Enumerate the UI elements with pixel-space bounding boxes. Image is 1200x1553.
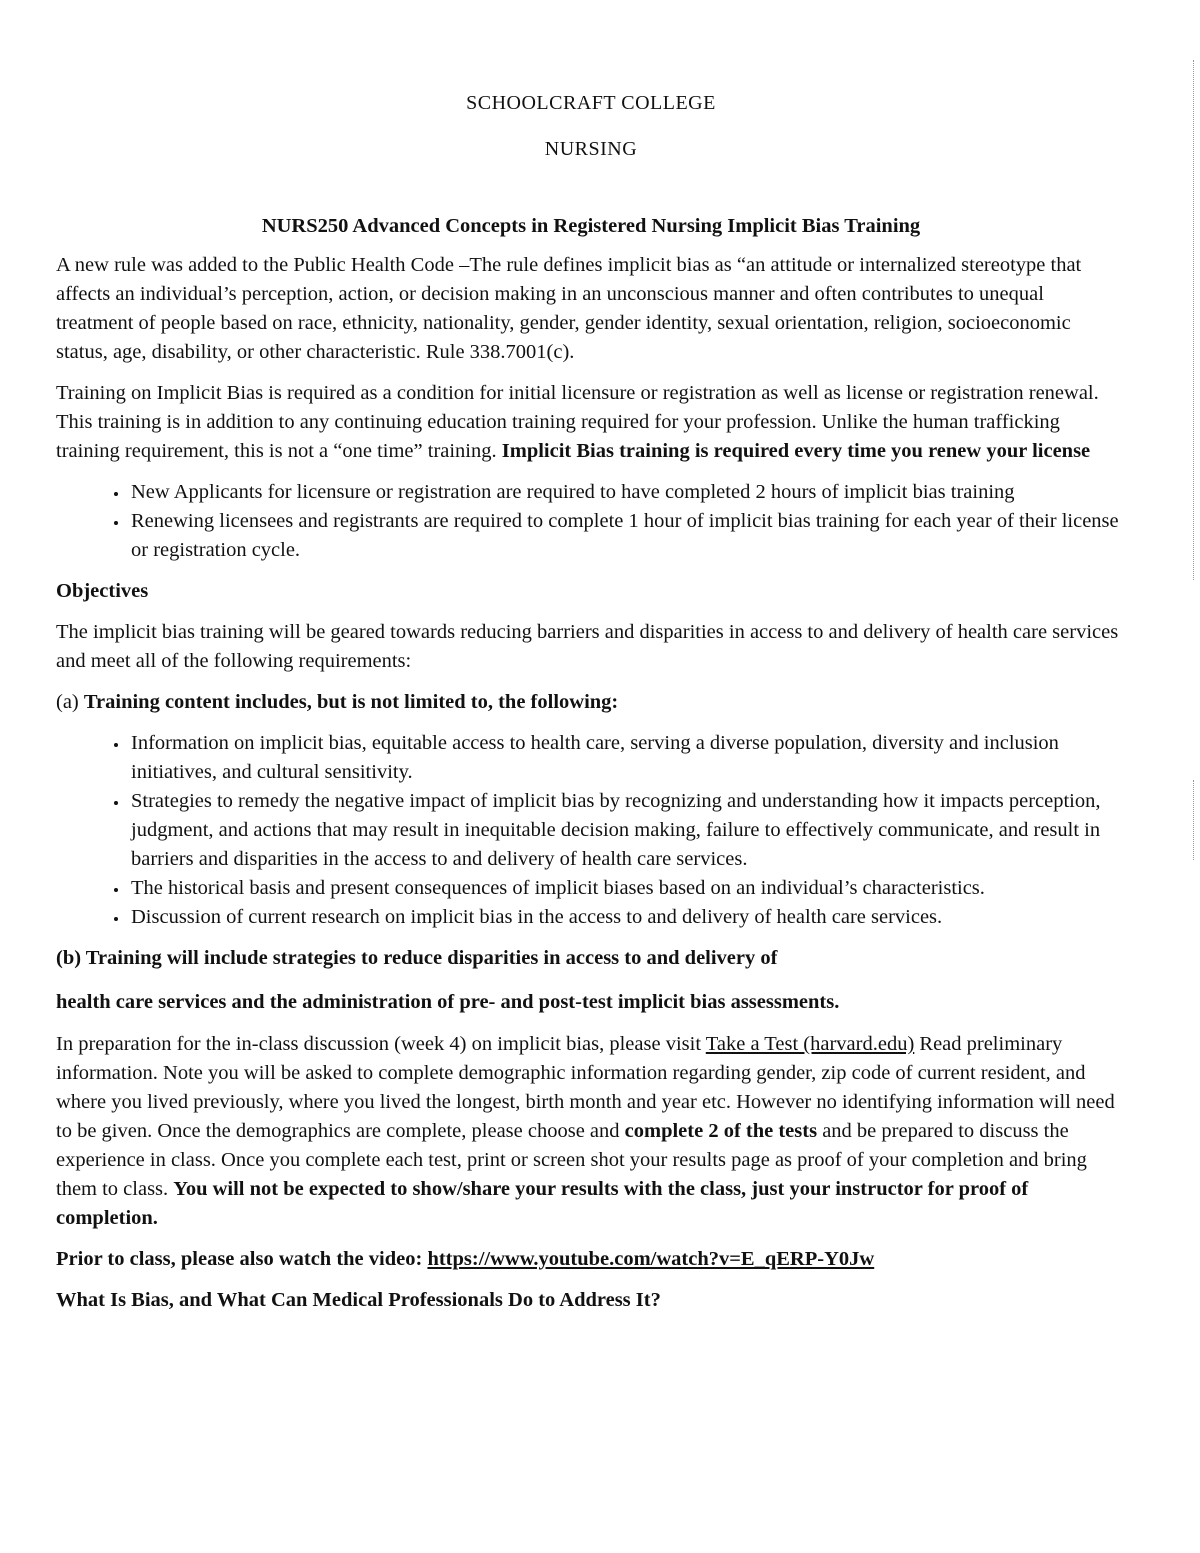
objectives-heading: Objectives — [56, 580, 149, 602]
preparation-paragraph — [56, 1030, 1126, 1233]
training-requirement-text: Training on Implicit Bias is required as a condition for initial licensure or registration as well as license or registration renewal. This training is in addition to any continuing education training required for your profession. Unlike the human trafficking training requirement, this is not a “one time” training. — [56, 382, 1099, 462]
complete-tests-emphasis: complete 2 of the tests — [624, 1120, 818, 1142]
section-b-line2: health care services and the administration of pre- and post-test implicit bias assessments. — [56, 991, 840, 1013]
section-b-line1: (b) Training will include strategies to reduce disparities in access to and delivery of — [56, 947, 778, 969]
video-instruction — [56, 1245, 1126, 1274]
document-page — [56, 88, 1126, 1327]
list-item: • Information on implicit bias, equitable access to health care, serving a diverse population, diversity and inclusion initiatives, and cultural sensitivity. — [129, 729, 1126, 787]
scan-edge-marks — [1189, 60, 1194, 580]
rule-definition-paragraph: A new rule was added to the Public Health Code –The rule defines implicit bias as “an attitude or internalized stereotype that affects an individual’s perception, action, or decision making in an unconscious manner and often contributes to unequal treatment of people based on race, ethnicity, nationality, gender, gender identity, sexual orientation, religion, socioeconomic status, age, disability, or other characteristic. Rule 338.7001(c). — [56, 254, 1082, 363]
objectives-intro: The implicit bias training will be geared towards reducing barriers and disparities in access to and delivery of health care services and meet all of the following requirements: — [56, 621, 1119, 672]
list-item: • Renewing licensees and registrants are required to complete 1 hour of implicit bias training for each year of their license or registration cycle. — [129, 507, 1126, 565]
college-name: SCHOOLCRAFT COLLEGE — [466, 92, 716, 114]
renewal-requirement-emphasis: Implicit Bias training is required every time you renew your license — [501, 440, 1091, 462]
section-a-prefix: (a) — [56, 691, 84, 713]
list-item: • Discussion of current research on implicit bias in the access to and delivery of health care services. — [129, 903, 1126, 932]
video-label: Prior to class, please also watch the video: — [56, 1248, 428, 1270]
take-a-test-link[interactable]: Take a Test (harvard.edu) — [705, 1033, 915, 1055]
section-a-heading — [56, 688, 1126, 717]
course-title: NURS250 Advanced Concepts in Registered Nursing Implicit Bias Training — [261, 215, 921, 237]
list-item: • The historical basis and present consequences of implicit biases based on an individual’s characteristics. — [129, 874, 1126, 903]
scan-edge-marks — [1189, 780, 1194, 860]
section-a-title: Training content includes, but is not limited to, the following: — [83, 691, 619, 713]
requirements-list — [56, 478, 1126, 565]
preparation-text-1: In preparation for the in-class discussion (week 4) on implicit bias, please visit — [56, 1033, 706, 1055]
preparation-text-2: Read preliminary information. Note you will be asked to complete demographic information regarding gender, zip code of current resident, and where you lived previously, where you lived the longest, birth month and year etc. However no identifying information will need to be given. Once the demographics are complete, please choose and — [56, 1033, 1115, 1142]
video-link[interactable]: https://www.youtube.com/watch?v=E_qERP-Y0Jw — [427, 1248, 875, 1270]
results-privacy-emphasis: You will not be expected to show/share your results with the class, just your instructor for proof of completion. — [56, 1178, 1029, 1229]
content-list — [56, 729, 1126, 932]
preparation-text-3: and be prepared to discuss the experience in class. Once you complete each test, print or screen shot your results page as proof of your completion and bring them to class. — [56, 1120, 1087, 1200]
video-title: What Is Bias, and What Can Medical Professionals Do to Address It? — [56, 1289, 661, 1311]
list-item: • Strategies to remedy the negative impact of implicit bias by recognizing and understanding how it impacts perception, judgment, and actions that may result in inequitable decision making, failure to effectively communicate, and result in barriers and disparities in the access to and delivery of health care services. — [129, 787, 1126, 874]
list-item: • New Applicants for licensure or registration are required to have completed 2 hours of implicit bias training — [129, 478, 1126, 507]
training-requirement-paragraph — [56, 379, 1126, 466]
department-name: NURSING — [544, 138, 638, 160]
